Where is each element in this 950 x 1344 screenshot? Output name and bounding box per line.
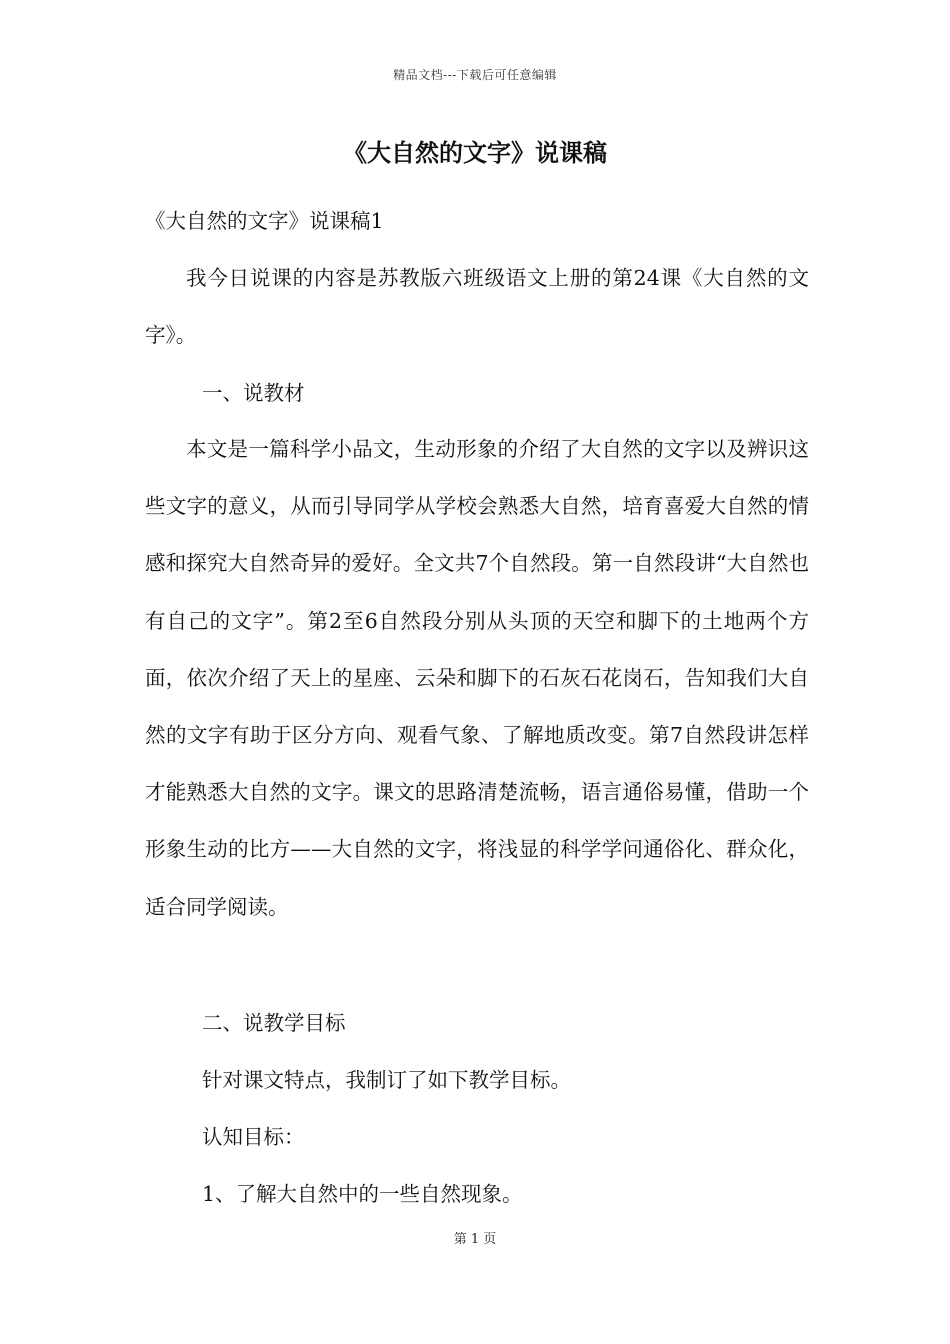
goal-item-1: 1、了解大自然中的一些自然现象。 — [202, 1182, 523, 1206]
page-number: 第 1 页 — [453, 1232, 497, 1247]
document-subtitle: 《大自然的文字》说课稿1 — [145, 209, 384, 233]
section1-heading: 一、说教材 — [202, 381, 305, 405]
section2-paragraph: 针对课文特点，我制订了如下教学目标。 — [202, 1068, 571, 1092]
cognitive-goals-heading: 认知目标： — [202, 1125, 305, 1149]
header-note: 精品文档---下载后可任意编辑 — [393, 68, 557, 82]
document-title: 《大自然的文字》说课稿 — [343, 138, 607, 167]
section1-paragraph: 本文是一篇科学小品文，生动形象的介绍了大自然的文字以及辨识这些文字的意义，从而引导同学从学校会熟悉大自然，培育喜爱大自然的情感和探究大自然奇异的爱好。全文共7个自然段。第一自然段讲“大自然也有自己的文字”。第2至6自然段分别从头顶的天空和脚下的土地两个方面，依次介绍了天上的星座、云朵和脚下的石灰石花岗石，告知我们大自然的文字有助于区分方向、观看气象、了解地质改变。第7自然段讲怎样才能熟悉大自然的文字。课文的思路清楚流畅，语言通俗易懂，借助一个形象生动的比方——大自然的文字，将浅显的科学学问通俗化、群众化，适合同学阅读。 — [145, 437, 809, 919]
section2-heading: 二、说教学目标 — [202, 1011, 346, 1035]
intro-paragraph: 我今日说课的内容是苏教版六班级语文上册的第24课《大自然的文字》。 — [145, 266, 809, 348]
